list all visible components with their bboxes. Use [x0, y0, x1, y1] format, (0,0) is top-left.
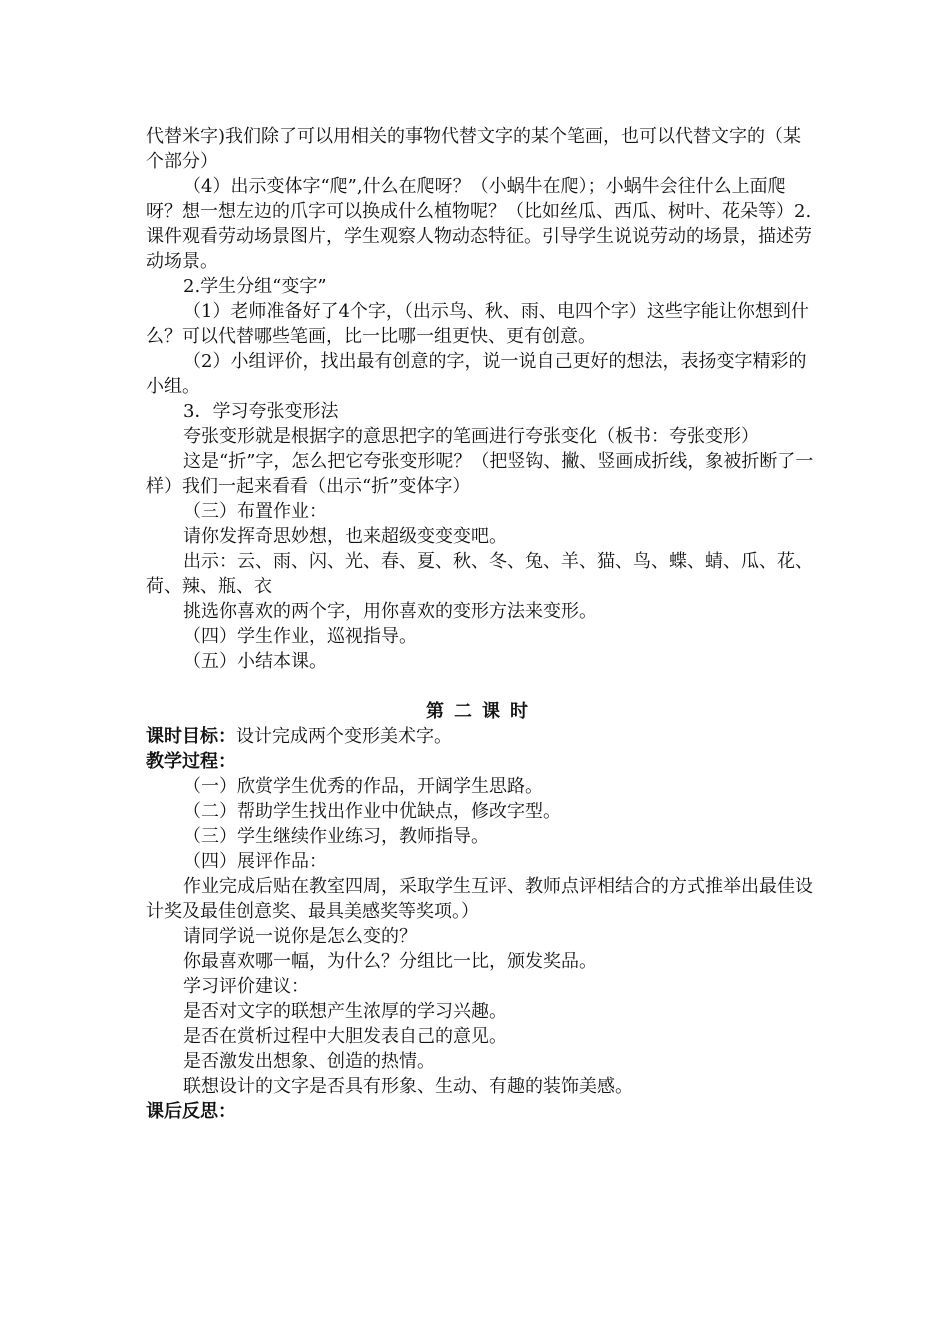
- paragraph-step-4: （4）出示变体字“爬”,什么在爬呀？（小蜗牛在爬）；小蜗牛会往什么上面爬呀？想一想左边的爪字可以换成什么植物呢？（比如丝瓜、西瓜、树叶、花朵等）2.课件观看劳动场景图片，学生观察人物动态特征。引导学生说说劳动的场景，描述劳动场景。: [146, 176, 812, 272]
- lesson2-reflection-label: 课后反思：: [146, 1101, 236, 1122]
- paragraph-homework-invite: 请你发挥奇思妙想，也来超级变变变吧。: [183, 526, 507, 547]
- lesson2-ask-how: 请同学说一说你是怎么变的？: [183, 926, 417, 947]
- document-body: [146, 124, 818, 1124]
- paragraph-student-work: （四）学生作业，巡视指导。: [183, 626, 417, 647]
- lesson2-step-3: （三）学生继续作业练习，教师指导。: [183, 826, 489, 847]
- lesson2-goal: [146, 724, 818, 749]
- paragraph-group-1: （1）老师准备好了4个字，（出示鸟、秋、雨、电四个字）这些字能让你想到什么？可以代替哪些笔画，比一比哪一组更快、更有创意。: [146, 301, 809, 347]
- lesson2-title: 第二课时: [426, 701, 538, 722]
- paragraph-group-heading: 2.学生分组“变字”: [183, 276, 327, 297]
- lesson2-goal-text: 设计完成两个变形美术字。: [236, 726, 452, 747]
- lesson2-step-1: （一）欣赏学生优秀的作品，开阔学生思路。: [183, 776, 543, 797]
- paragraph-summary: （五）小结本课。: [183, 651, 327, 672]
- lesson2-display: 作业完成后贴在教室四周，采取学生互评、教师点评相结合的方式推举出最佳设计奖及最佳创意奖、最具美感奖等奖项。）: [146, 876, 813, 922]
- lesson2-goal-label: 课时目标：: [146, 726, 236, 747]
- paragraph-zhe-example: 这是“折”字，怎么把它夸张变形呢？（把竖钩、撇、竖画成折线，象被折断了一样）我们一起来看看（出示“折”变体字）: [146, 451, 814, 497]
- lesson2-eval-1: 是否对文字的联想产生浓厚的学习兴趣。: [183, 1001, 507, 1022]
- paragraph-group-2: （2）小组评价，找出最有创意的字，说一说自己更好的想法，表扬变字精彩的小组。: [146, 351, 807, 397]
- paragraph-homework-heading: （三）布置作业：: [183, 501, 327, 522]
- lesson2-step-4: （四）展评作品：: [183, 851, 327, 872]
- paragraph-exaggeration-def: 夸张变形就是根据字的意思把字的笔画进行夸张变化（板书：夸张变形）: [183, 426, 759, 447]
- lesson2-eval-3: 是否激发出想象、创造的热情。: [183, 1051, 435, 1072]
- paragraph-continuation: 代替米字)我们除了可以用相关的事物代替文字的某个笔画，也可以代替文字的（某个部分）: [146, 126, 802, 172]
- lesson2-step-2: （二）帮助学生找出作业中优缺点，修改字型。: [183, 801, 561, 822]
- paragraph-homework-choose: 挑选你喜欢的两个字，用你喜欢的变形方法来变形。: [183, 601, 597, 622]
- paragraph-homework-words: 出示：云、雨、闪、光、春、夏、秋、冬、兔、羊、猫、鸟、蝶、蜻、瓜、花、荷、辣、瓶、衣: [146, 551, 813, 597]
- lesson2-eval-heading: 学习评价建议：: [183, 976, 309, 997]
- paragraph-exaggeration-heading: 3．学习夸张变形法: [183, 401, 339, 422]
- lesson2-eval-2: 是否在赏析过程中大胆发表自己的意见。: [183, 1026, 507, 1047]
- lesson2-process-label: 教学过程：: [146, 751, 236, 772]
- lesson2-favorite: 你最喜欢哪一幅，为什么？分组比一比，颁发奖品。: [183, 951, 597, 972]
- lesson2-eval-4: 联想设计的文字是否具有形象、生动、有趣的装饰美感。: [183, 1076, 633, 1097]
